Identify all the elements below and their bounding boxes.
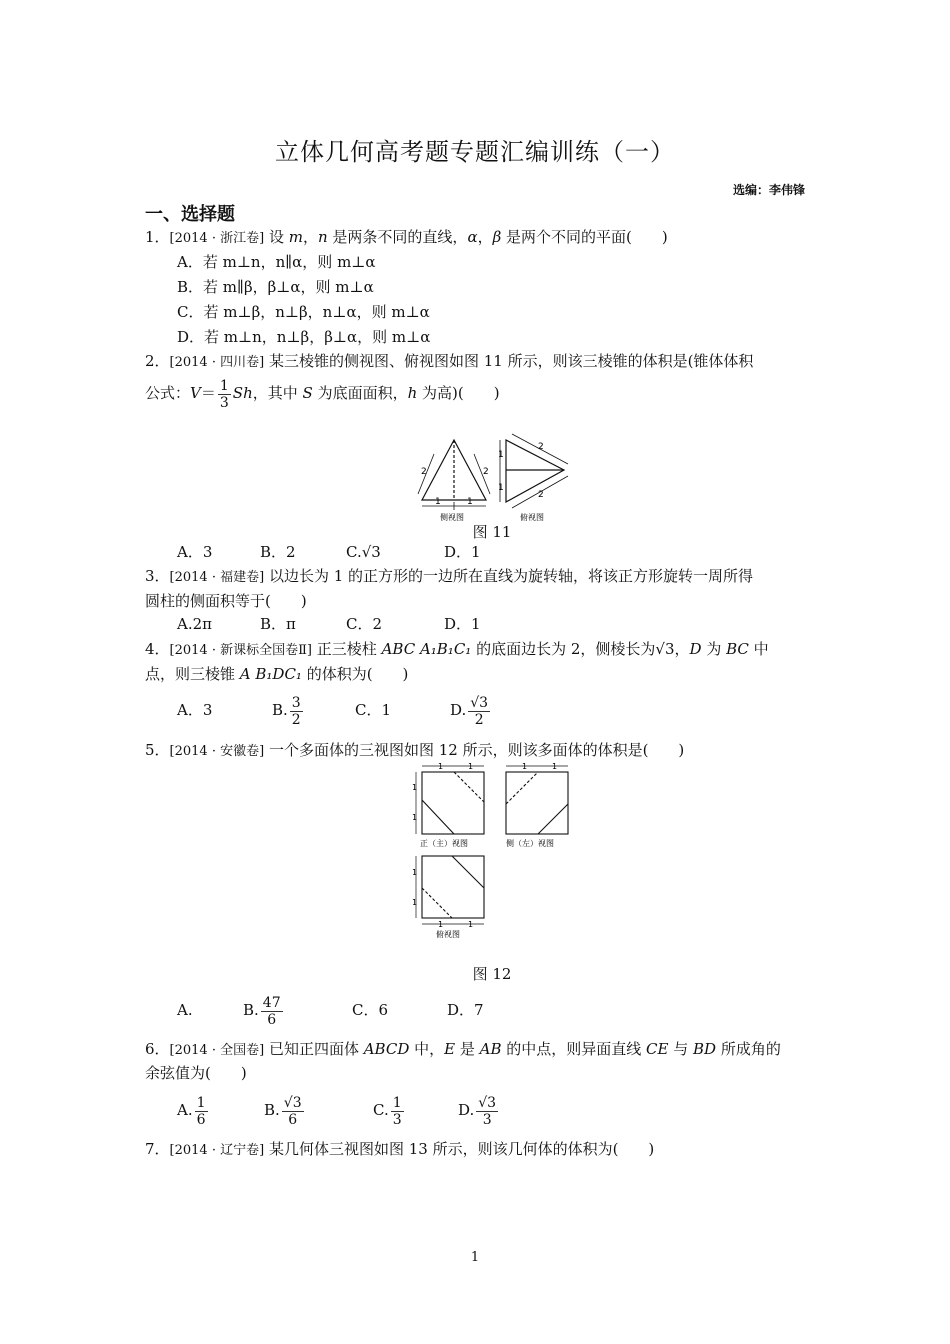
q5-stem: 5．[2014 · 安徽卷] 一个多面体的三视图如图 12 所示，则该多面体的体积是( ): [145, 741, 685, 759]
q2-stem-line1: 2．[2014 · 四川卷] 某三棱锥的侧视图、俯视图如图 11 所示，则该三棱锥的体积是(锥体体积: [145, 352, 754, 370]
dim-label: 1: [552, 762, 558, 771]
q2-option-d: D．1: [444, 543, 481, 561]
section-heading: 一、选择题: [145, 204, 235, 225]
dim-label: 1: [498, 450, 504, 460]
side-view-label: 侧（左）视图: [506, 839, 554, 848]
front-view-square: [422, 772, 484, 834]
fraction-one-third: $\frac{1}{3}$: [219, 377, 229, 411]
q3-option-b: B．π: [260, 615, 296, 633]
dim-label: 2: [483, 467, 489, 477]
dim-label: 1: [498, 483, 504, 493]
q5-option-a: A.: [177, 1001, 193, 1019]
q5-option-c: C．6: [352, 1001, 389, 1019]
dim-label: 1: [522, 762, 528, 771]
q2-option-c: C.√3: [346, 543, 381, 561]
q6-option-d: D. $\frac{√3}{3}$: [458, 1094, 497, 1128]
q3-option-a: A.2π: [177, 615, 213, 633]
front-view-label: 正（主）视图: [420, 839, 468, 848]
dim-label: 1: [412, 813, 418, 822]
dim-label: 2: [538, 442, 544, 452]
q4-stem-line2: 点，则三棱锥 A B₁DC₁ 的体积为( ): [145, 665, 409, 683]
q1-option-b: B．若 m∥β，β⊥α，则 m⊥α: [177, 278, 374, 296]
q3-stem-line1: 3．[2014 · 福建卷] 以边长为 1 的正方形的一边所在直线为旋转轴，将该正方形旋转一周所得: [145, 567, 754, 585]
dim-label: 1: [468, 920, 474, 929]
page-title: 立体几何高考题专题汇编训练（一）: [275, 138, 675, 166]
side-view-diagram: [418, 440, 490, 510]
q6-stem-line2: 余弦值为( ): [145, 1064, 247, 1082]
figure-12: [410, 760, 580, 940]
q5-option-d: D．7: [447, 1001, 484, 1019]
top-view-diagram: [500, 434, 568, 508]
q3-option-c: C．2: [346, 615, 383, 633]
q3-stem-line2: 圆柱的侧面积等于( ): [145, 592, 307, 610]
dim-label: 1: [412, 868, 418, 877]
q1-option-d: D．若 m⊥n，n⊥β，β⊥α，则 m⊥α: [177, 328, 431, 346]
q6-stem-line1: 6．[2014 · 全国卷] 已知正四面体 ABCD 中，E 是 AB 的中点，则异面直线 CE 与 BD 所成角的: [145, 1040, 781, 1058]
q2-option-b: B．2: [260, 543, 296, 561]
figure-12-caption: 图 12: [472, 965, 512, 983]
page-number: 1: [470, 1250, 480, 1265]
dim-label: 1: [435, 497, 441, 507]
figure-11-caption: 图 11: [472, 523, 512, 541]
dim-label: 2: [421, 467, 427, 477]
side-view-square: [506, 772, 568, 834]
q1-option-a: A．若 m⊥n，n∥α，则 m⊥α: [177, 253, 376, 271]
dim-label: 1: [468, 762, 474, 771]
top-view-label: 俯视图: [520, 513, 544, 522]
top-view-square: [422, 856, 484, 918]
top-view-label: 俯视图: [436, 930, 460, 939]
q2-option-a: A．3: [177, 543, 213, 561]
dim-label: 2: [538, 490, 544, 500]
q4-option-a: A．3: [177, 701, 213, 719]
q7-stem: 7．[2014 · 辽宁卷] 某几何体三视图如图 13 所示，则该几何体的体积为( ): [145, 1140, 655, 1158]
q4-stem-line1: 4．[2014 · 新课标全国卷Ⅱ] 正三棱柱 ABC A₁B₁C₁ 的底面边长为 2，侧棱长为√3，D 为 BC 中: [145, 640, 769, 658]
q5-option-b: B. $\frac{47}{6}$: [243, 994, 281, 1028]
q2-stem-line2: 公式：V＝ $\frac{1}{3}$ Sh，其中 S 为底面面积，h 为高)( ): [145, 377, 500, 411]
dim-label: 1: [438, 762, 444, 771]
side-view-label: 侧视图: [440, 513, 464, 522]
dim-label: 1: [467, 497, 473, 507]
dim-label: 1: [412, 898, 418, 907]
dim-label: 1: [412, 783, 418, 792]
dim-label: 1: [438, 920, 444, 929]
q1-stem: 1．[2014 · 浙江卷] 设 m，n 是两条不同的直线，α，β 是两个不同的平面( ): [145, 228, 668, 246]
q4-option-d: D. $\frac{√3}{2}$: [450, 694, 489, 728]
q6-option-b: B. $\frac{√3}{6}$: [264, 1094, 302, 1128]
q4-option-c: C．1: [355, 701, 392, 719]
editor-credit: 选编：李伟锋: [732, 183, 805, 197]
q4-option-b: B. $\frac{3}{2}$: [272, 694, 301, 728]
q6-option-a: A. $\frac{1}{6}$: [177, 1094, 206, 1128]
figure-11: [412, 432, 577, 524]
q1-option-c: C．若 m⊥β，n⊥β，n⊥α，则 m⊥α: [177, 303, 430, 321]
q6-option-c: C. $\frac{1}{3}$: [373, 1094, 402, 1128]
q3-option-d: D．1: [444, 615, 481, 633]
